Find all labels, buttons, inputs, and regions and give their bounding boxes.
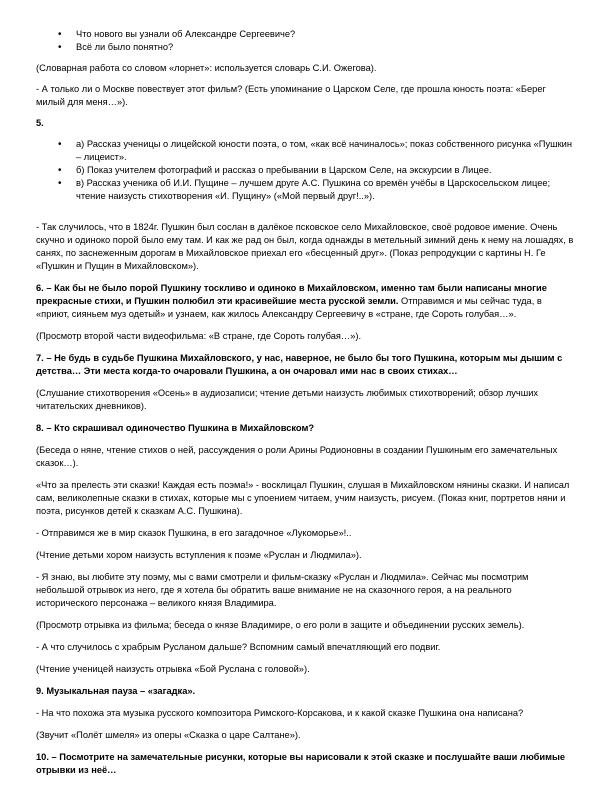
list-item: • а) Рассказ ученицы о лицейской юности поэта, о том, «как всё начиналось»; показ собственного рисунка «Пушкин – лицеист». [36,138,576,164]
paragraph-video: (Просмотр второй части видеофильма: «В стране, где Сороть голубая…»). [36,331,362,341]
section-8-heading: 8. – Кто скрашивал одиночество Пушкина в Михайловском? [36,423,315,433]
top-question-list [36,28,576,54]
paragraph-vocabulary: (Словарная работа со словом «лорнет»: используется словарь С.И. Ожегова). [36,63,377,73]
list-item: • Что нового вы узнали об Александре Сергеевиче? [36,28,576,41]
paragraph-tales: «Что за прелесть эти сказки! Каждая есть поэма!» - восклицал Пушкин, слушая в Михайловском нянины сказки. И написал сам, великолепные сказки в стихах, которые мы с упоением читаем, учим наизусть, рисуем. (Показ книг, портретов няни и поэта, рисунков детей к сказкам А.С. Пушкина). [36,480,570,516]
section-6-paragraph [36,282,576,321]
section-6-heading: 6. – Как бы не было порой Пушкину тоскливо и одиноко в Михайловском, именно там были написаны многие прекрасные стихи, и Пушкин полюбил эти красивейшие места русской земли. [36,283,547,306]
paragraph-music: - На что похожа эта музыка русского композитора Римского-Корсакова, и к какой сказке Пушкина она написана? [36,708,524,718]
paragraph-excerpt: (Просмотр отрывка из фильма; беседа о князе Владимире, о его роли в защите и объединении русских земель). [36,620,525,630]
section-9-heading: 9. Музыкальная пауза – «загадка». [36,686,196,696]
list-item: • в) Рассказ ученика об И.И. Пущине – лучшем друге А.С. Пушкина со времён учёбы в Царскосельском лицее; чтение наизусть стихотворения «И. Пущину» («Мой первый друг!..»). [36,177,576,203]
paragraph-choir: (Чтение детьми хором наизусть вступления к поэме «Руслан и Людмила»). [36,550,362,560]
section-5-list [36,138,576,203]
paragraph-exile: - Так случилось, что в 1824г. Пушкин был сослан в далёкое псковское село Михайловское, своё родовое имение. Очень скучно и одиноко порой было ему там. И как же рад он был, когда однажды в метельный зимний день к нему на лошадях, в санях, по заснеженным дорогам в Михайловское приехал его «бесценный друг». (Показ репродукции с картины Н. Ге «Пушкин и Пущин в Михайловском»). [36,222,574,271]
paragraph-ruslan: - Я знаю, вы любите эту поэму, мы с вами смотрели и фильм-сказку «Руслан и Людмила». Сейчас мы посмотрим небольшой отрывок из него, где я хотела бы обратить ваше внимание не на сказочного героя, а на реального исторического персонажа – великого князя Владимира. [36,572,529,608]
paragraph-autumn: (Слушание стихотворения «Осень» в аудиозаписи; чтение детьми наизусть любимых стихотворений; обзор лучших читательских дневников). [36,388,539,411]
paragraph-feat: - А что случилось с храбрым Русланом дальше? Вспомним самый впечатляющий его подвиг. [36,642,441,652]
paragraph-moscow: - А только ли о Москве повествует этот фильм? (Есть упоминание о Царском Селе, где прошла юность поэта: «Берег милый для меня…»). [36,84,546,107]
section-10-heading: 10. – Посмотрите на замечательные рисунки, которые вы нарисовали к этой сказке и послушайте ваши любимые отрывки из неё… [36,752,566,775]
paragraph-lukomorye: - Отправимся же в мир сказок Пушкина, в его загадочное «Лукоморье»!.. [36,528,352,538]
section-5-heading: 5. [36,118,44,128]
paragraph-battle: (Чтение ученицей наизусть отрывка «Бой Руслана с головой»). [36,664,310,674]
section-7-heading: 7. – Не будь в судьбе Пушкина Михайловского, у нас, наверное, не было бы того Пушкина, которым мы дышим с детства… Эти места когда-то очаровали Пушкина, а он очаровал ими нас в своих стихах… [36,353,563,376]
document-page [36,28,576,777]
paragraph-bumblebee: (Звучит «Полёт шмеля» из оперы «Сказка о царе Салтане»). [36,730,301,740]
list-item: • Всё ли было понятно? [36,41,576,54]
section-6-text: Отправимся и мы сейчас туда, в «приют, сияньем муз одетый» и узнаем, как жилось Александру Сергеевичу в «стране, где Сороть голубая…». [36,296,542,319]
paragraph-nanny: (Беседа о няне, чтение стихов о ней, рассуждения о роли Арины Родионовны в создании Пушкиным его замечательных сказок…). [36,445,558,468]
list-item: • б) Показ учителем фотографий и рассказ о пребывании в Царском Селе, на экскурсии в Лицее. [36,164,576,177]
